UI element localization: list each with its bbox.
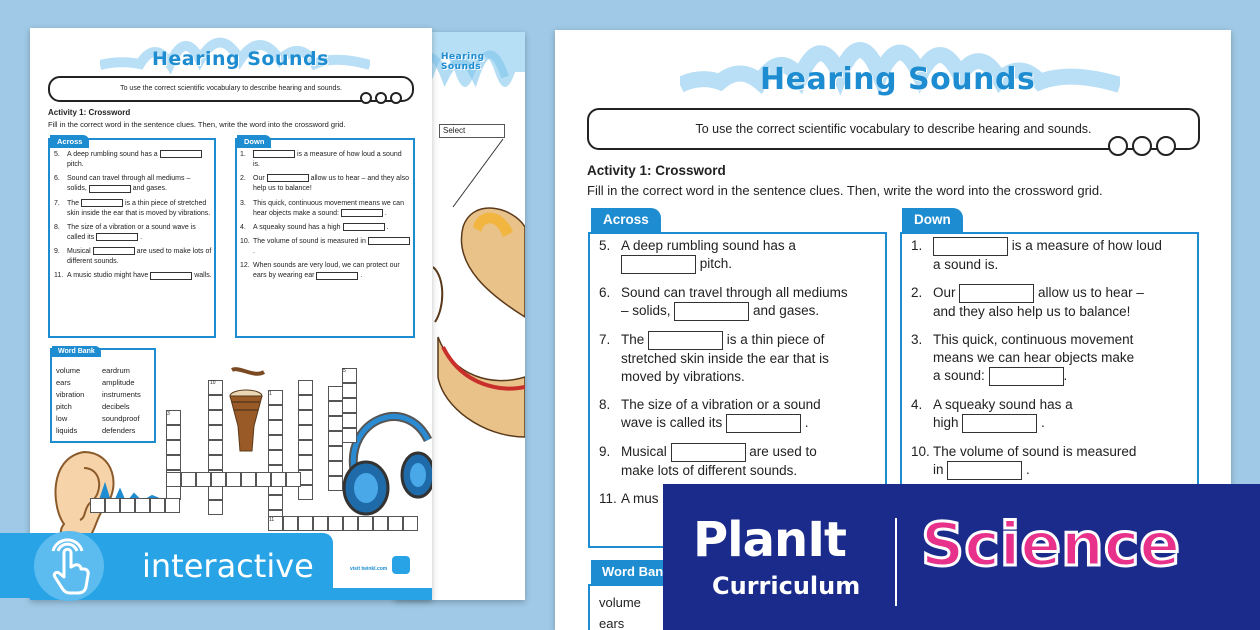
- crossword-cell[interactable]: [298, 440, 313, 455]
- crossword-cell[interactable]: [150, 498, 165, 513]
- answer-box[interactable]: [959, 284, 1034, 303]
- answer-box[interactable]: [93, 247, 135, 255]
- clue-text: and they also help us to balance!: [933, 304, 1131, 319]
- word-bank-item: ears: [56, 378, 71, 387]
- clue-item: [54, 150, 212, 170]
- clue-text: A squeaky sound has a high: [253, 223, 343, 231]
- clue-text: stretched skin inside the ear that is: [621, 351, 829, 366]
- answer-box[interactable]: [674, 302, 749, 321]
- clue-text: This quick, continuous movement: [933, 332, 1134, 347]
- clue-item: [240, 223, 410, 233]
- word-bank-item: ears: [599, 616, 625, 630]
- clue-number: 4.: [240, 223, 246, 231]
- clue-number: 9.: [599, 444, 611, 459]
- answer-box[interactable]: [962, 414, 1037, 433]
- clue-item: [599, 396, 881, 433]
- clue-text: .: [1063, 368, 1068, 384]
- word-bank-item: amplitude: [102, 378, 135, 387]
- answer-box[interactable]: [726, 414, 801, 433]
- answer-box[interactable]: [96, 233, 138, 241]
- front-worksheet: [30, 28, 432, 600]
- clue-line: [933, 443, 1193, 461]
- clue-text: The size of a vibration or a sound wave is called its: [67, 223, 196, 241]
- clue-text: Musical: [67, 248, 93, 256]
- clue-text: A music studio might have: [67, 272, 151, 280]
- crossword-cell[interactable]: [165, 498, 180, 513]
- clue-line: [933, 303, 1193, 321]
- clue-text: are used to: [745, 444, 817, 460]
- clue-line: [621, 414, 881, 433]
- down-tab: Down: [237, 135, 271, 148]
- clue-text: A mus: [621, 491, 659, 506]
- clue-line: [621, 255, 881, 274]
- clue-text: is a measure of how loud: [1008, 238, 1162, 254]
- clue-number: 1.: [911, 238, 923, 253]
- clue-item: [54, 271, 212, 281]
- learning-objective: To use the correct scientific vocabulary to describe hearing and sounds.: [48, 76, 414, 102]
- crossword-cell[interactable]: [342, 428, 357, 443]
- answer-box[interactable]: [933, 237, 1008, 256]
- answer-box[interactable]: [947, 461, 1022, 480]
- clue-line: [621, 237, 881, 255]
- crossword-cell[interactable]: [328, 476, 343, 491]
- clue-text: in: [933, 462, 948, 478]
- crossword-cell[interactable]: [298, 425, 313, 440]
- word-bank-item: liquids: [56, 426, 78, 435]
- crossword-cell[interactable]: [256, 472, 271, 487]
- answer-box[interactable]: [368, 237, 410, 245]
- large-word-bank-tab: Word Ban: [591, 560, 674, 585]
- answer-box[interactable]: [267, 174, 309, 182]
- clue-text: .: [358, 272, 363, 280]
- clue-text: .: [1022, 462, 1030, 478]
- answer-box[interactable]: [671, 443, 746, 462]
- clue-item: [599, 284, 881, 321]
- footer-url: visit twinkl.com: [350, 566, 388, 572]
- answer-box[interactable]: [343, 223, 385, 231]
- science-logo-text: Science: [921, 510, 1181, 580]
- word-bank-item: instruments: [102, 390, 141, 399]
- crossword-cell[interactable]: [283, 516, 298, 531]
- word-bank-item: pitch: [56, 402, 72, 411]
- clue-item: [599, 443, 881, 480]
- clue-text: is a measure of how loud a sound is.: [253, 151, 402, 169]
- clue-text: is a thin piece of: [723, 332, 825, 348]
- clue-number: 12.: [240, 262, 250, 270]
- crossword-cell[interactable]: [328, 386, 343, 401]
- clue-number: 10.: [911, 444, 930, 459]
- answer-box[interactable]: [150, 272, 192, 280]
- clue-text: The: [621, 332, 649, 348]
- clue-item: [911, 331, 1193, 386]
- answer-box[interactable]: [648, 331, 723, 350]
- clue-line: [621, 368, 881, 386]
- clue-line: [621, 443, 881, 462]
- clue-text: A deep rumbling sound has a: [67, 151, 160, 158]
- crossword-cell[interactable]: [342, 398, 357, 413]
- crossword-number: 5: [343, 368, 346, 374]
- clue-text: A squeaky sound has a: [933, 397, 1073, 412]
- clue-text: walls.: [192, 272, 212, 280]
- crossword-cell[interactable]: [342, 383, 357, 398]
- clue-text: .: [253, 248, 255, 256]
- planit-logo-text: PlanIt: [693, 512, 846, 568]
- crossword-cell[interactable]: [208, 410, 223, 425]
- clue-number: 2.: [240, 175, 246, 183]
- clue-text: and gases.: [130, 185, 167, 193]
- clue-item: [54, 174, 212, 194]
- word-bank-item: volume: [56, 366, 81, 375]
- crossword-cell[interactable]: [328, 461, 343, 476]
- clue-item: [54, 247, 212, 267]
- clue-text: The size of a vibration or a sound: [621, 397, 821, 412]
- clue-item: [240, 199, 410, 219]
- crossword-cell[interactable]: [286, 472, 301, 487]
- planit-banner: [663, 484, 1260, 630]
- crossword-cell[interactable]: [181, 472, 196, 487]
- interactive-label: interactive: [142, 547, 314, 585]
- clue-text: a sound is.: [933, 257, 999, 272]
- word-bank-tab: Word Bank: [52, 346, 101, 357]
- crossword-cell[interactable]: [196, 472, 211, 487]
- crossword-cell[interactable]: [268, 450, 283, 465]
- crossword-cell[interactable]: [166, 455, 181, 470]
- word-bank-item: decibels: [102, 402, 130, 411]
- clue-number: 7.: [599, 332, 611, 347]
- crossword-cell[interactable]: [208, 485, 223, 500]
- word-bank-item: low: [56, 414, 68, 423]
- clue-line: [621, 350, 881, 368]
- clue-text: Sound can travel through all mediums: [621, 285, 848, 300]
- crossword-cell[interactable]: [208, 500, 223, 515]
- clue-number: 11.: [599, 491, 617, 506]
- clue-number: 2.: [911, 285, 923, 300]
- clue-item: [54, 199, 212, 219]
- clue-item: [911, 284, 1193, 321]
- word-bank-item: volume: [599, 595, 641, 610]
- crossword-cell[interactable]: [298, 410, 313, 425]
- clue-number: 8.: [54, 223, 60, 231]
- clue-item: [911, 237, 1193, 274]
- crossword-cell[interactable]: [343, 516, 358, 531]
- ear-diagram-illustration: [433, 137, 525, 467]
- answer-box[interactable]: [160, 150, 202, 158]
- clue-item: [240, 261, 410, 281]
- interactive-badge[interactable]: [0, 533, 333, 598]
- clue-number: 10.: [240, 237, 250, 245]
- clue-text: are used to make lots of different sounds.: [67, 248, 212, 266]
- clue-item: [240, 237, 410, 257]
- clue-number: 6.: [54, 175, 60, 183]
- activity-heading: Activity 1: Crossword: [48, 108, 131, 117]
- clue-line: [621, 396, 881, 414]
- clue-text: .: [801, 415, 809, 431]
- clue-text: make lots of different sounds.: [621, 463, 798, 478]
- crossword-cell[interactable]: [328, 431, 343, 446]
- back-sheet-title: Hearing Sounds: [441, 52, 485, 72]
- clue-number: 4.: [911, 397, 923, 412]
- clue-text: – solids,: [621, 303, 675, 319]
- clue-text: wave is called its: [621, 415, 727, 431]
- clue-text: allow us to hear –: [1034, 285, 1144, 301]
- crossword-cell[interactable]: [135, 498, 150, 513]
- clue-item: [599, 237, 881, 274]
- large-down-tab: Down: [902, 208, 963, 233]
- crossword-cell[interactable]: [166, 425, 181, 440]
- clue-text: a sound:: [933, 368, 989, 384]
- select-dropdown[interactable]: Select: [439, 124, 505, 138]
- crossword-cell[interactable]: [166, 472, 181, 487]
- clue-text: Our: [933, 285, 960, 301]
- twinkl-logo: [392, 556, 410, 574]
- clue-line: [933, 349, 1193, 367]
- clue-line: [933, 367, 1193, 386]
- large-instructions: Fill in the correct word in the sentence clues. Then, write the word into the crossword grid.: [587, 183, 1103, 198]
- clue-number: 7.: [54, 199, 60, 207]
- crossword-cell[interactable]: [208, 455, 223, 470]
- crossword-cell[interactable]: [328, 446, 343, 461]
- answer-box[interactable]: [621, 255, 696, 274]
- large-objective: To use the correct scientific vocabulary to describe hearing and sounds.: [587, 108, 1200, 150]
- answer-box[interactable]: [81, 199, 123, 207]
- crossword-cell[interactable]: [313, 516, 328, 531]
- clue-item: [911, 396, 1193, 433]
- clue-text: Musical: [621, 444, 671, 460]
- crossword-cell[interactable]: [298, 380, 313, 395]
- crossword-cell[interactable]: [268, 495, 283, 510]
- clue-text: high: [933, 415, 963, 431]
- clue-text: .: [1037, 415, 1045, 431]
- crossword-cell[interactable]: [298, 485, 313, 500]
- clue-text: The: [67, 199, 82, 207]
- crossword-cell[interactable]: [166, 440, 181, 455]
- clue-number: 8.: [599, 397, 611, 412]
- clue-item: [240, 174, 410, 194]
- clue-text: This quick, continuous movement means we can hear objects make a sound:: [253, 199, 404, 217]
- clue-item: [911, 443, 1193, 480]
- crossword-cell[interactable]: [373, 516, 388, 531]
- word-bank-item: vibration: [56, 390, 85, 399]
- crossword-cell[interactable]: [298, 516, 313, 531]
- clue-text: The volume of sound is measured in: [253, 237, 368, 245]
- crossword-cell[interactable]: [208, 395, 223, 410]
- clue-number: 5.: [54, 151, 60, 158]
- crossword-cell[interactable]: [208, 440, 223, 455]
- clue-text: A deep rumbling sound has a: [621, 238, 796, 253]
- clue-text: is a thin piece of stretched skin inside the ear that is moved by vibrations.: [67, 199, 211, 217]
- clue-text: means we can hear objects make: [933, 350, 1135, 365]
- crossword-cell[interactable]: [358, 516, 373, 531]
- clue-number: 6.: [599, 285, 611, 300]
- crossword-cell[interactable]: [328, 516, 343, 531]
- clue-text: pitch.: [67, 161, 84, 169]
- clue-number: 11.: [54, 272, 64, 280]
- answer-box[interactable]: [316, 272, 358, 280]
- banner-divider: [895, 518, 897, 606]
- crossword-cell[interactable]: [211, 472, 226, 487]
- word-bank-item: soundproof: [102, 414, 140, 423]
- word-bank-item: defenders: [102, 426, 136, 435]
- large-objective-dots: [1108, 136, 1176, 156]
- crossword-cell[interactable]: [268, 420, 283, 435]
- clue-text: When sounds are very loud, we can protect our ears by wearing ear: [253, 262, 400, 280]
- crossword-cell[interactable]: [268, 405, 283, 420]
- clue-line: [933, 414, 1193, 433]
- crossword-cell[interactable]: [298, 395, 313, 410]
- worksheet-title: Hearing Sounds: [152, 48, 329, 70]
- answer-box[interactable]: [89, 185, 131, 193]
- answer-box[interactable]: [341, 209, 383, 217]
- clue-item: [240, 150, 410, 170]
- crossword-cell[interactable]: [271, 472, 286, 487]
- clue-text: pitch.: [696, 256, 733, 272]
- clue-line: [621, 331, 881, 350]
- crossword-number: 3: [167, 411, 170, 417]
- clue-text: allow us to hear – and they also help us to balance!: [253, 175, 410, 193]
- clue-line: [933, 396, 1193, 414]
- clue-line: [621, 462, 881, 480]
- clue-number: 3.: [240, 199, 246, 207]
- answer-box[interactable]: [253, 150, 295, 158]
- crossword-cell[interactable]: [226, 472, 241, 487]
- curriculum-text: Curriculum: [712, 572, 861, 600]
- clue-text: .: [382, 209, 387, 217]
- large-activity-heading: Activity 1: Crossword: [587, 163, 726, 178]
- crossword-cell[interactable]: [328, 401, 343, 416]
- clue-text: The volume of sound is measured: [933, 444, 1137, 459]
- crossword-number: 10: [210, 380, 216, 386]
- clue-text: Our: [253, 175, 267, 183]
- clue-line: [621, 302, 881, 321]
- crossword-cell[interactable]: [388, 516, 403, 531]
- instructions: Fill in the correct word in the sentence clues. Then, write the word into the crossword grid.: [48, 120, 346, 129]
- clue-item: [599, 331, 881, 386]
- clue-line: [933, 256, 1193, 274]
- crossword-cell[interactable]: [120, 498, 135, 513]
- clue-text: Sound can travel through all mediums – solids,: [67, 175, 191, 193]
- clue-item: [54, 223, 212, 243]
- crossword-number: 1: [269, 391, 272, 397]
- clue-line: [933, 461, 1193, 480]
- crossword-cell[interactable]: [268, 435, 283, 450]
- clue-text: .: [138, 233, 143, 241]
- clue-text: and gases.: [749, 303, 820, 319]
- clue-line: [933, 237, 1193, 256]
- clue-text: moved by vibrations.: [621, 369, 745, 384]
- crossword-cell[interactable]: [90, 498, 105, 513]
- word-bank-item: eardrum: [102, 366, 130, 375]
- large-title: Hearing Sounds: [760, 62, 1036, 97]
- drum-illustration: [224, 366, 268, 456]
- clue-number: 1.: [240, 151, 246, 158]
- crossword-cell[interactable]: [328, 416, 343, 431]
- crossword-number: 11: [269, 517, 275, 523]
- crossword-cell[interactable]: [105, 498, 120, 513]
- across-tab: Across: [50, 135, 89, 148]
- clue-line: [621, 284, 881, 302]
- touch-icon-circle: [34, 531, 104, 601]
- crossword-cell[interactable]: [241, 472, 256, 487]
- objective-dots: [360, 92, 402, 104]
- crossword-cell[interactable]: [403, 516, 418, 531]
- clue-line: [933, 284, 1193, 303]
- clue-number: 9.: [54, 248, 60, 256]
- answer-box[interactable]: [989, 367, 1064, 386]
- clue-number: 5.: [599, 238, 611, 253]
- crossword-cell[interactable]: [298, 455, 313, 470]
- crossword-cell[interactable]: [208, 425, 223, 440]
- clue-line: [933, 331, 1193, 349]
- clue-text: .: [384, 223, 389, 231]
- clue-number: 3.: [911, 332, 923, 347]
- large-across-tab: Across: [591, 208, 661, 233]
- crossword-cell[interactable]: [342, 413, 357, 428]
- hand-tap-icon: [34, 531, 104, 601]
